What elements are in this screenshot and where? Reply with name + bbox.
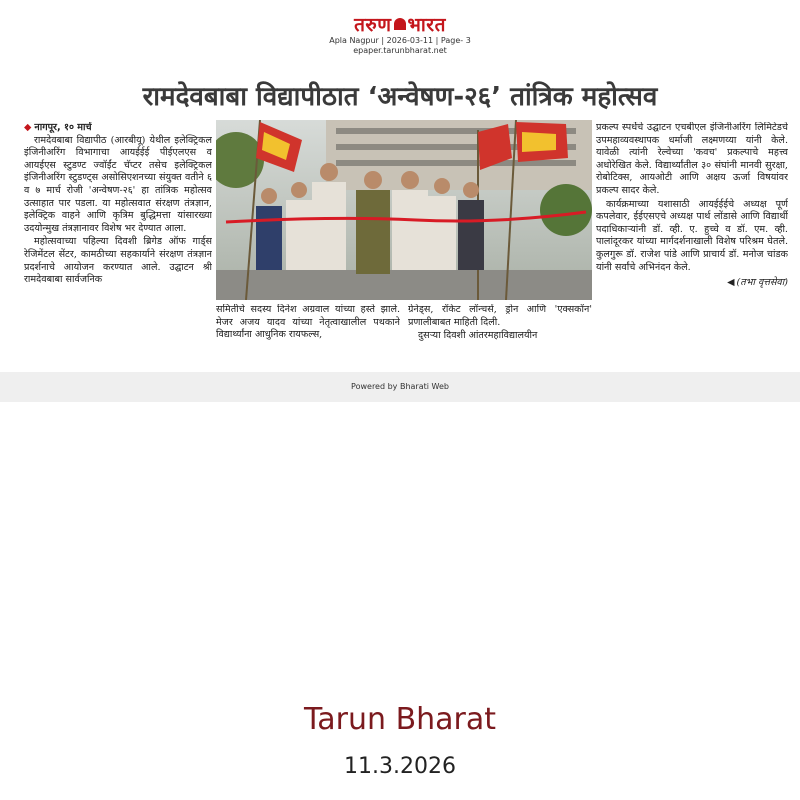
paragraph: समितीचे सदस्य दिनेश अग्रवाल यांच्या हस्ते झाले. मेजर अजय यादव यांच्या नेतृत्वाखालील पथकाने विद्यार्थ्यांना आधुनिक रायफल्स, xyxy=(216,304,400,341)
epaper-url[interactable]: epaper.tarunbharat.net xyxy=(353,46,447,55)
dateline-text: नागपूर, १० मार्च xyxy=(34,122,92,133)
ribbon-cutting-photo xyxy=(216,120,592,300)
logo-emblem-icon xyxy=(394,18,406,30)
powered-by-strip xyxy=(0,372,800,402)
credit-text: (तभा वृत्तसेवा) xyxy=(736,277,788,289)
publication-date: 11.3.2026 xyxy=(344,754,456,779)
powered-by-text[interactable]: Powered by Bharati Web xyxy=(351,382,449,391)
article-column-right xyxy=(596,122,788,356)
logo-text-b: भारत xyxy=(407,14,446,36)
article-column-mid-2 xyxy=(408,304,592,358)
publication-name: Tarun Bharat xyxy=(303,702,497,737)
logo-text-a: तरुण xyxy=(354,14,392,36)
article-headline: रामदेवबाबा विद्यापीठात ‘अन्वेषण-२६’ तांत्रिक महोत्सव xyxy=(142,82,658,112)
masthead xyxy=(0,14,800,56)
edition-meta: Apla Nagpur | 2026-03-11 | Page- 3 xyxy=(329,36,471,45)
diamond-icon: ◆ xyxy=(24,122,32,133)
triangle-left-icon: ◀ xyxy=(727,277,735,289)
article-photo xyxy=(216,120,592,300)
paragraph: ग्रेनेड्स, रॉकेट लॉन्चर्स, ड्रोन आणि 'एक्सकॉन' प्रणालीबाबत माहिती दिली. xyxy=(408,304,592,328)
paragraph: रामदेवबाबा विद्यापीठ (आरबीयू) येथील इलेक्ट्रिकल इंजिनीअरिंग विभागाचा आयईईई पीईएलएस व आयईएस स्टुडण्ट ज्वॉईंट चॅप्टर तसेच इलेक्ट्रिकल इंजिनीअरिंग स्टुडण्ट्स असोसिएशनच्या संयुक्त वतीने ६ व ७ मार्च रोजी 'अन्वेषण-२६' हा तांत्रिक महोत्सव उत्साहात पार पडला. या महोत्सवात संरक्षण तंत्रज्ञान, इलेक्ट्रिक वाहने आणि कृत्रिम बुद्धिमत्ता यांसारख्या उदयोन्मुख तंत्रज्ञानावर विशेष भर देण्यात आला. xyxy=(24,134,212,234)
newspaper-logo xyxy=(354,14,446,36)
dateline xyxy=(24,122,212,135)
news-credit xyxy=(596,277,788,290)
paragraph: कार्यक्रमाच्या यशासाठी आयईईईचे अध्यक्ष पूर्ण कपलेवार, ईईएसएचे अध्यक्ष पार्थ लोंडासे आणि विद्यार्थी पदाधिकाऱ्यांनी डॉ. व्ही. ए. हुच्चे व डॉ. एम. व्ही. पालांदूरकर यांच्या मार्गदर्शनाखाली विशेष परिश्रम घेतले. कुलगुरू डॉ. राजेश पांडे आणि प्राचार्य डॉ. मनोज चांडक यांनी सर्वांचे अभिनंदन केले. xyxy=(596,198,788,273)
article-column-left xyxy=(24,122,212,358)
article-column-mid-1 xyxy=(216,304,400,358)
paragraph: प्रकल्प स्पर्धेचे उद्घाटन एचबीएल इंजिनीअरिंग लिमिटेडचे उपमहाव्यवस्थापक धर्माजी लक्ष्मणय्या यांनी केले. यावेळी त्यांनी रेल्वेच्या 'कवच' प्रकल्पाचे महत्त्व अधोरेखित केले. विद्यार्थ्यांतील ३० संघांनी मानवी सुरक्षा, रोबोटिक्स, आयओटी आणि अक्षय ऊर्जा विषयांवर प्रकल्प सादर केले. xyxy=(596,122,788,196)
paragraph: महोत्सवाच्या पहिल्या दिवशी ब्रिगेड ऑफ गार्ड्स रेजिमेंटल सेंटर, कामठीच्या सहकार्याने संरक्षण तंत्रज्ञान प्रदर्शनाचे आयोजन करण्यात आले. उद्घाटन श्री रामदेवबाबा सार्वजनिक xyxy=(24,236,212,286)
paragraph: दुसऱ्या दिवशी आंतरमहाविद्यालयीन xyxy=(418,330,538,342)
